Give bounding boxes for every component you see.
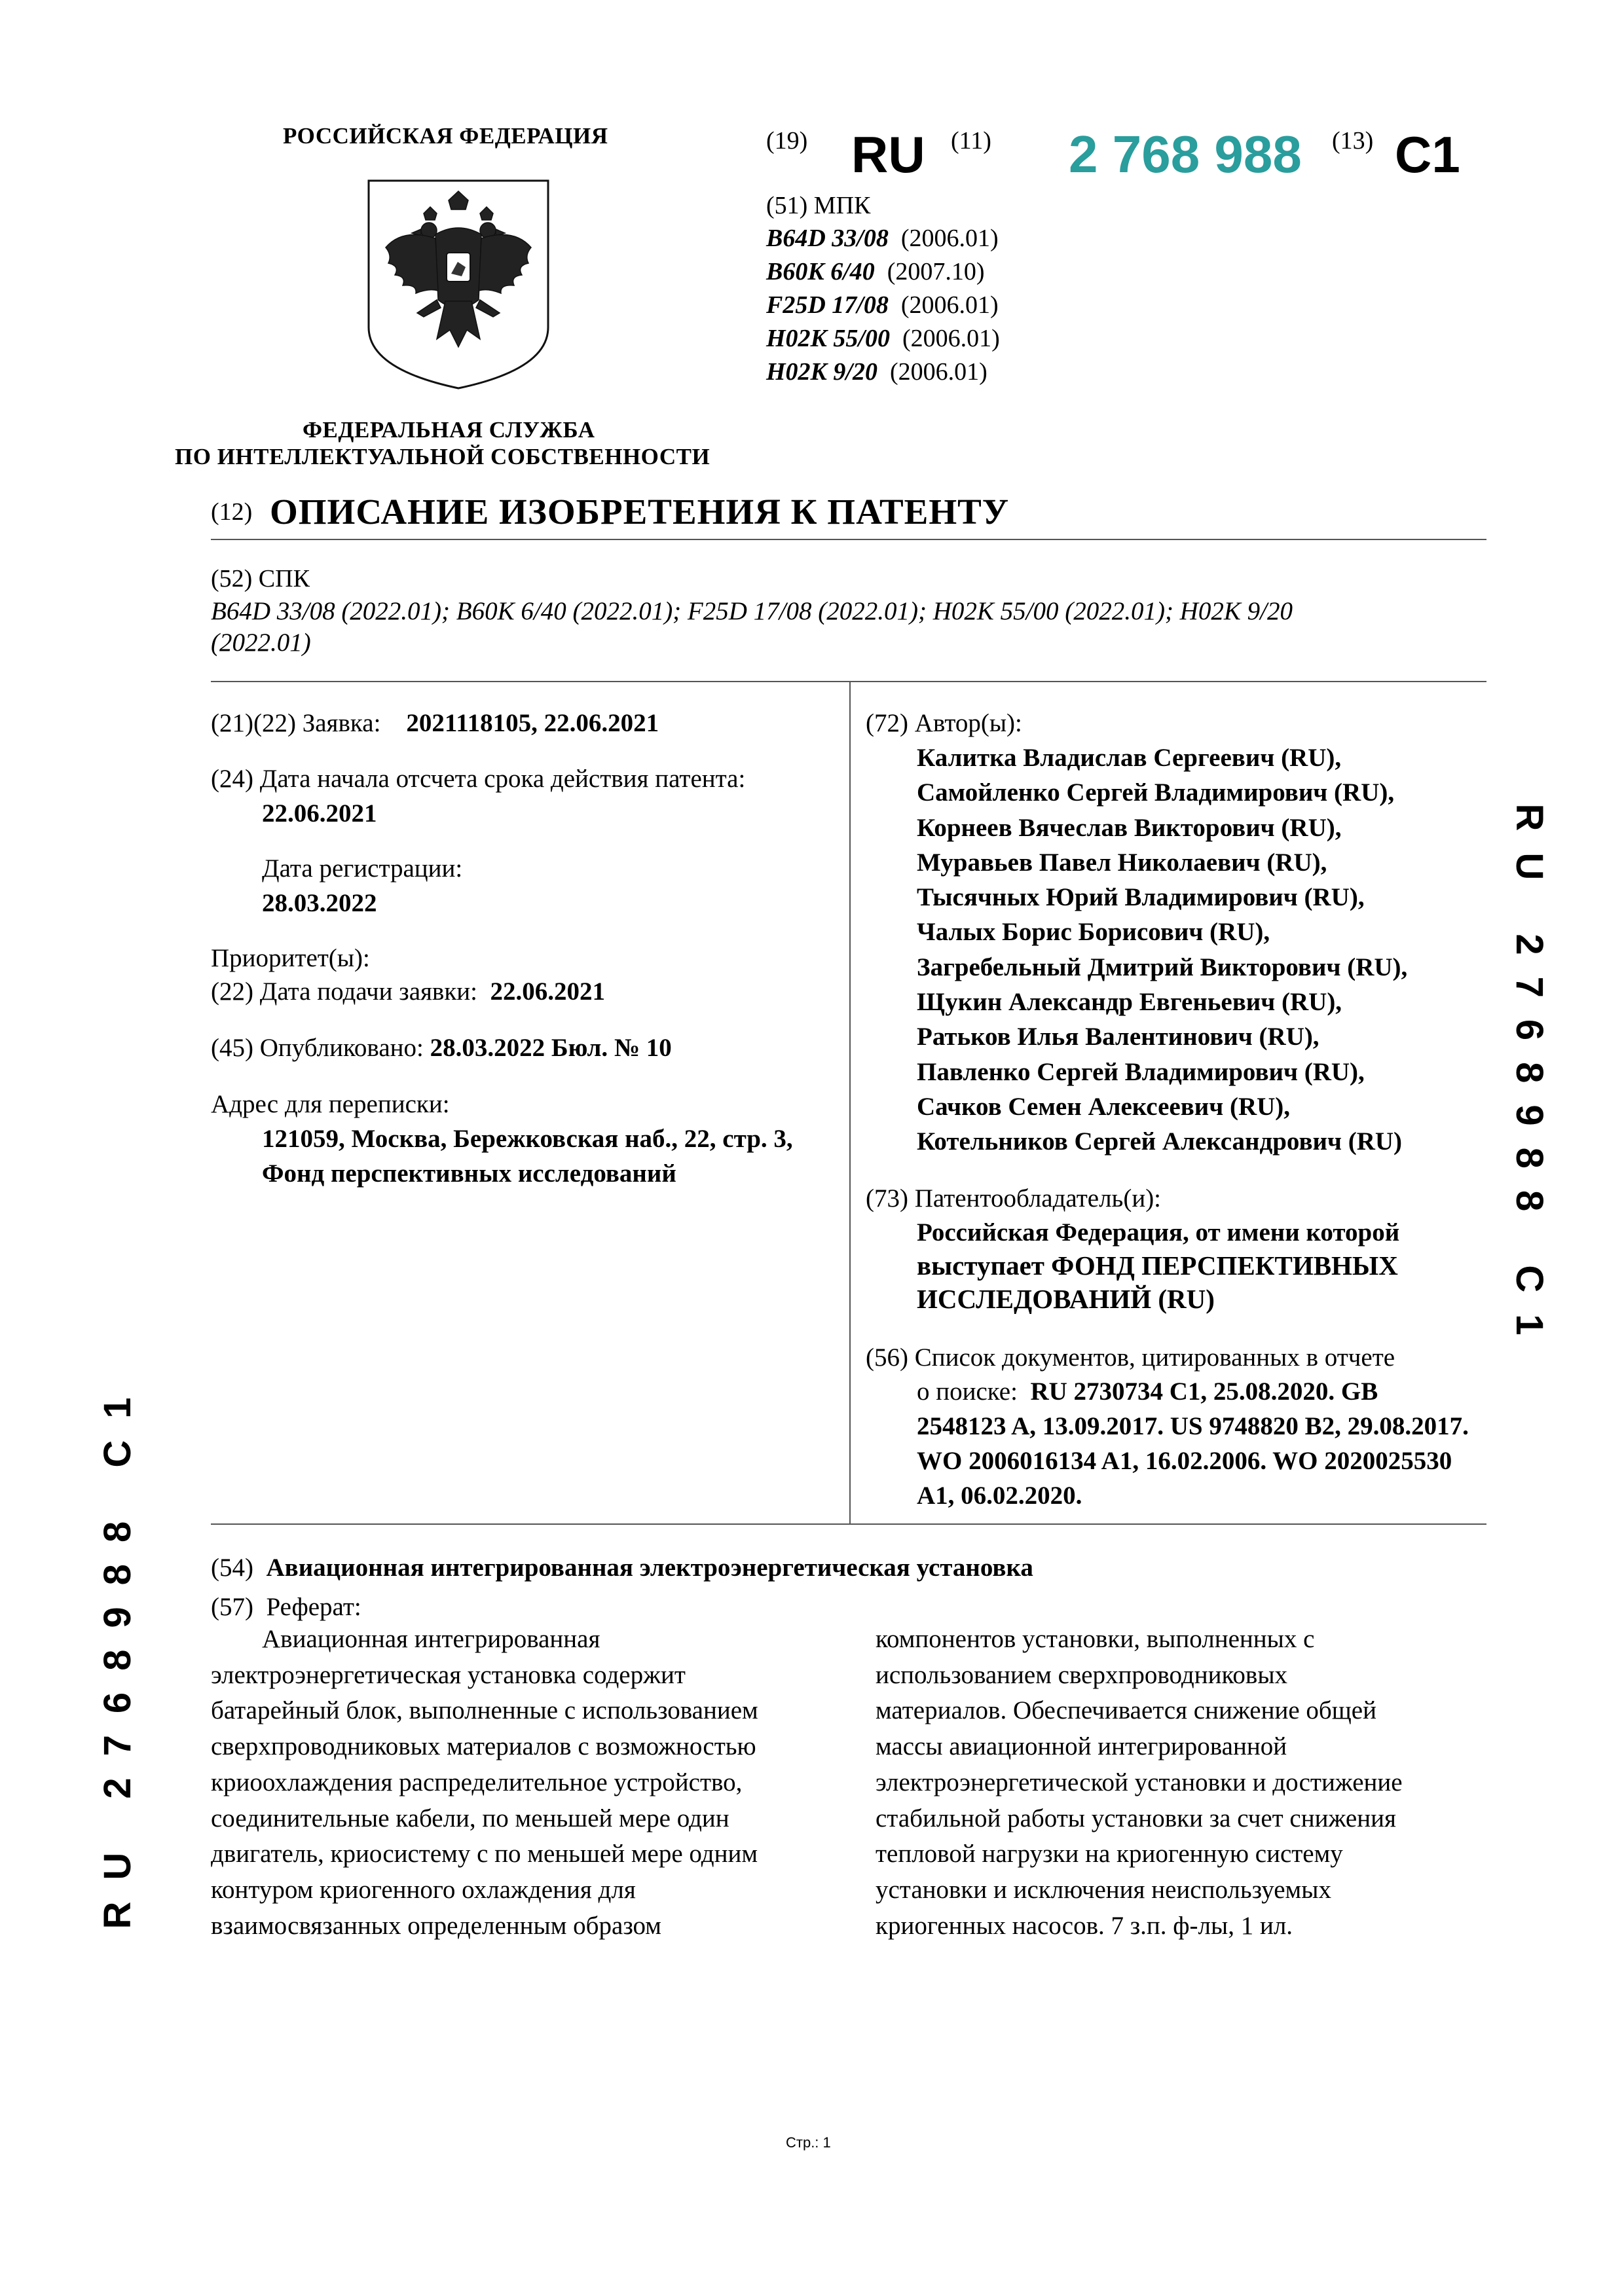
abstract-line: сверхпроводниковых материалов с возможностью [211,1732,756,1761]
registration-label: Дата регистрации: [262,854,463,883]
cited-line: RU 2730734 C1, 25.08.2020. GB [1030,1377,1378,1406]
cited-documents [917,1409,1469,1513]
cpc-line1: B64D 33/08 (2022.01); B60K 6/40 (2022.01); F25D 17/08 (2022.01); H02K 55/00 (2022.01); H02K 9/20 [211,597,1293,625]
coat-of-arms-emblem [363,175,553,392]
address-line2: Фонд перспективных исследований [262,1159,676,1188]
author: Загребельный Дмитрий Викторович (RU), [917,953,1408,981]
published-label: (45) Опубликовано: [211,1034,424,1062]
invention-name: Авиационная интегрированная электроэнергетическая установка [266,1554,1033,1582]
code-11: (11) [951,127,991,155]
address-line1: 121059, Москва, Бережковская наб., 22, стр. 3, [262,1125,793,1153]
abstract-line: массы авиационной интегрированной [876,1732,1287,1761]
code-13: (13) [1332,127,1374,155]
application-value: 2021118105, 22.06.2021 [406,709,659,737]
cited-label-line2: о поиске: [917,1377,1018,1406]
divider [211,539,1486,540]
abstract-heading [211,1590,361,1625]
authors-list [917,740,1407,1159]
patent-number: 2 768 988 [1069,125,1302,183]
abstract-line: стабильной работы установки за счет снижения [876,1804,1396,1832]
column-divider [849,681,851,1524]
abstract-line: криоохлаждения распределительное устройство, [211,1768,743,1796]
abstract-line: соединительные кабели, по меньшей мере один [211,1804,729,1832]
author: Павленко Сергей Владимирович (RU), [917,1057,1365,1086]
side-patent-number-right: RU 2768988 C1 [1508,803,1551,1357]
published-value: 28.03.2022 Бюл. № 10 [430,1034,672,1062]
page-number: Стр.: 1 [786,2134,831,2151]
holder-name [917,1216,1399,1316]
mpk-list [766,224,1000,391]
author: Тысячных Юрий Владимирович (RU), [917,883,1365,912]
author: Корнеев Вячеслав Викторович (RU), [917,813,1342,842]
holder-label: (73) Патентообладатель(и): [866,1184,1162,1212]
abstract-right-column [876,1622,1466,1944]
author: Самойленко Сергей Владимирович (RU), [917,778,1395,807]
author: Муравьев Павел Николаевич (RU), [917,848,1327,877]
priority-label: Приоритет(ы): [211,944,370,972]
application-field [211,706,659,741]
abstract-line: использованием сверхпроводниковых [876,1660,1288,1689]
application-label: (21)(22) Заявка: [211,709,381,737]
author: Ратьков Илья Валентинович (RU), [917,1023,1320,1051]
author: Чалых Борис Борисович (RU), [917,918,1270,947]
abstract-line: электроэнергетической установки и достижение [876,1768,1403,1796]
abstract-line: установки и исключения неиспользуемых [876,1875,1331,1904]
author: Щукин Александр Евгеньевич (RU), [917,988,1342,1017]
filing-value: 22.06.2021 [490,977,606,1006]
cited-line: A1, 06.02.2020. [917,1482,1082,1510]
document-title: ОПИСАНИЕ ИЗОБРЕТЕНИЯ К ПАТЕНТУ [270,492,1010,532]
mpk-label: (51) МПК [766,192,871,219]
abstract-line: взаимосвязанных определенным образом [211,1911,661,1940]
registration-value: 28.03.2022 [262,889,377,917]
cpc-line2: (2022.01) [211,629,311,657]
abstract-line: контуром криогенного охлаждения для [211,1875,636,1904]
code-54: (54) [211,1554,253,1582]
country-code: RU [851,126,925,183]
term-value: 22.06.2021 [262,799,377,828]
abstract-line: Авиационная интегрированная [262,1625,600,1653]
divider [211,1523,1486,1525]
abstract-line: двигатель, криосистему с по меньшей мере одним [211,1840,758,1868]
abstract-line: компонентов установки, выполненных с [876,1625,1315,1653]
term-label: (24) Дата начала отсчета срока действия патента: [211,765,746,793]
address-label: Адрес для переписки: [211,1090,450,1118]
abstract-line: материалов. Обеспечивается снижение общей [876,1696,1376,1725]
code-57: (57) [211,1593,253,1621]
cpc-label: (52) СПК [211,565,310,592]
cited-line: 2548123 A, 13.09.2017. US 9748820 B2, 29.08.2017. [917,1412,1469,1440]
side-patent-number-left: RU 2768988 C1 [96,1376,139,1929]
holder-line: выступает ФОНД ПЕРСПЕКТИВНЫХ [917,1250,1398,1281]
country-name: РОССИЙСКАЯ ФЕДЕРАЦИЯ [283,123,608,149]
cited-first-line [917,1374,1378,1410]
published-field [211,1030,672,1066]
author: Котельников Сергей Александрович (RU) [917,1127,1403,1156]
abstract-line: батарейный блок, выполненные с использованием [211,1696,758,1725]
agency-name-line1: ФЕДЕРАЛЬНАЯ СЛУЖБА [303,417,595,443]
cited-line: WO 2006016134 A1, 16.02.2006. WO 2020025530 [917,1447,1452,1475]
abstract-line: электроэнергетическая установка содержит [211,1660,686,1689]
invention-name-field [211,1550,1033,1586]
mpk-item: H02K 55/00 (2006.01) [766,325,1000,352]
authors-label: (72) Автор(ы): [866,709,1022,737]
holder-line: ИССЛЕДОВАНИЙ (RU) [917,1284,1215,1314]
abstract-line: тепловой нагрузки на криогенную систему [876,1840,1343,1868]
mpk-item: H02K 9/20 (2006.01) [766,358,987,386]
abstract-label: Реферат: [266,1593,361,1621]
holder-line: Российская Федерация, от имени которой [917,1218,1400,1247]
author: Сачков Семен Алексеевич (RU), [917,1092,1291,1121]
cited-label-line1: (56) Список документов, цитированных в отчете [866,1343,1395,1372]
kind-code: C1 [1395,126,1460,183]
mpk-item: B60K 6/40 (2007.10) [766,258,985,285]
mpk-item: F25D 17/08 (2006.01) [766,291,999,319]
abstract-line: криогенных насосов. 7 з.п. ф-лы, 1 ил. [876,1911,1293,1940]
code-12: (12) [211,498,253,526]
cpc-classes [211,596,1486,659]
code-19: (19) [766,127,808,155]
agency-name-line2: ПО ИНТЕЛЛЕКТУАЛЬНОЙ СОБСТВЕННОСТИ [175,444,710,469]
filing-label: (22) Дата подачи заявки: [211,977,478,1006]
author: Калитка Владислав Сергеевич (RU), [917,744,1342,772]
divider [211,681,1486,682]
abstract-left-column [211,1622,802,1944]
mpk-item: B64D 33/08 (2006.01) [766,225,999,252]
filing-date-field [211,974,605,1010]
